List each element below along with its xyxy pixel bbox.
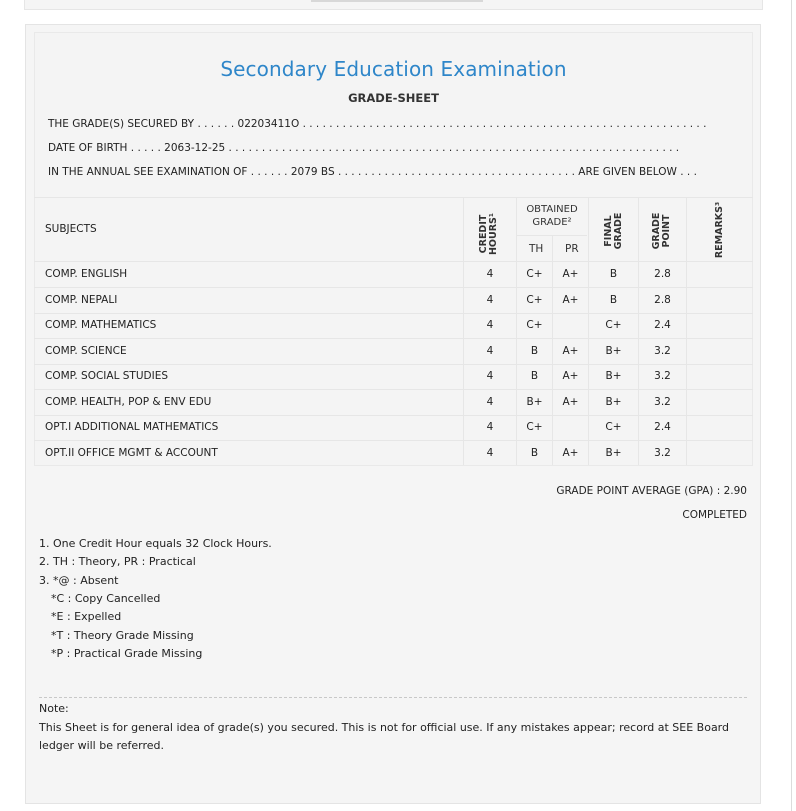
credit-hours: 4 [486, 345, 494, 357]
subject-name: OPT.II OFFICE MGMT & ACCOUNT [45, 447, 218, 459]
grade-point: 3.2 [654, 447, 671, 459]
grade-th: C+ [526, 294, 543, 306]
top-handle [311, 0, 483, 2]
table-top-rule [34, 197, 753, 198]
footnote-practical-missing: *P : Practical Grade Missing [51, 647, 203, 660]
dob-line: DATE OF BIRTH . . . . . 2063-12-25 . . . . . . . . . . . . . . . . . . . . . . . . . . . . . . . . . . . . . . . . . . . . . . . . . . . . . . . . . . . . . . . . . . . . [48, 142, 680, 154]
subject-name: OPT.I ADDITIONAL MATHEMATICS [45, 421, 219, 433]
grade-th: B+ [526, 396, 543, 408]
grade-point: 2.4 [654, 319, 671, 331]
row-rule [34, 338, 753, 339]
note-text-line-1: This Sheet is for general idea of grade(s) you secured. This is not for official use. If any mistakes appear; record at SEE Board [39, 721, 729, 734]
footnote-th-pr: 2. TH : Theory, PR : Practical [39, 555, 196, 568]
grade-point: 3.2 [654, 370, 671, 382]
grade-pr: A+ [562, 447, 579, 459]
grade-point: 2.8 [654, 268, 671, 280]
exam-suffix: ARE GIVEN BELOW . . . [578, 166, 697, 178]
grade-point: 3.2 [654, 396, 671, 408]
subject-name: COMP. SCIENCE [45, 345, 127, 357]
page-edge-line [791, 0, 792, 811]
exam-year: 2079 BS [290, 166, 335, 178]
grade-point: 2.4 [654, 421, 671, 433]
note-text-line-2: ledger will be referred. [39, 739, 165, 752]
dob-value: 2063-12-25 [164, 142, 226, 154]
footnote-copy-cancelled: *C : Copy Cancelled [51, 592, 161, 605]
col-header-final-grade: FINAL GRADE [603, 212, 624, 250]
page-title: Secondary Education Examination [220, 57, 567, 81]
row-rule [34, 415, 753, 416]
row-rule [34, 287, 753, 288]
exam-line: IN THE ANNUAL SEE EXAMINATION OF . . . . . . 2079 BS . . . . . . . . . . . . . . . . . . . . . . . . . . . . . . . . . . . . ARE GIVEN BELOW . . . [48, 166, 697, 178]
symbol-number: 02203411O [237, 118, 300, 130]
table-header-rule [34, 261, 753, 262]
footnote-theory-missing: *T : Theory Grade Missing [51, 629, 194, 642]
subject-name: COMP. MATHEMATICS [45, 319, 157, 331]
result-status: COMPLETED [682, 509, 747, 521]
credit-hours: 4 [486, 370, 494, 382]
grade-th: C+ [526, 421, 543, 433]
credit-hours: 4 [486, 396, 494, 408]
footnote-expelled: *E : Expelled [51, 610, 122, 623]
final-grade: B+ [605, 345, 622, 357]
grade-th: B [530, 345, 539, 357]
secured-by-label: THE GRADE(S) SECURED BY [48, 118, 195, 130]
col-header-obtained-grade: OBTAINED GRADE² [526, 204, 578, 228]
credit-hours: 4 [486, 421, 494, 433]
note-divider [39, 697, 747, 698]
credit-hours: 4 [486, 447, 494, 459]
col-header-credit-hours: CREDIT HOURS¹ [478, 212, 499, 256]
credit-hours: 4 [486, 268, 494, 280]
final-grade: B+ [605, 370, 622, 382]
grade-th: B [530, 370, 539, 382]
grade-pr: A+ [562, 396, 579, 408]
subject-name: COMP. SOCIAL STUDIES [45, 370, 169, 382]
grade-pr: A+ [562, 294, 579, 306]
subject-name: COMP. HEALTH, POP & ENV EDU [45, 396, 212, 408]
col-header-grade-point: GRADE POINT [651, 212, 672, 250]
grade-th: B [530, 447, 539, 459]
grade-pr: A+ [562, 268, 579, 280]
row-rule [34, 440, 753, 441]
col-header-pr: PR [565, 243, 579, 255]
secured-by-line: THE GRADE(S) SECURED BY . . . . . . 02203411O . . . . . . . . . . . . . . . . . . . . . . . . . . . . . . . . . . . . . . . . . . . . . . . . . . . . . . . . . . . . . [48, 118, 707, 130]
grade-point: 3.2 [654, 345, 671, 357]
row-rule [34, 313, 753, 314]
final-grade: B+ [605, 396, 622, 408]
subject-name: COMP. NEPALI [45, 294, 118, 306]
final-grade: C+ [605, 319, 622, 331]
col-header-th: TH [529, 243, 544, 255]
col-divider [686, 197, 687, 465]
note-label: Note: [39, 702, 69, 715]
subject-name: COMP. ENGLISH [45, 268, 128, 280]
grade-pr: A+ [562, 345, 579, 357]
grade-th: C+ [526, 268, 543, 280]
exam-label: IN THE ANNUAL SEE EXAMINATION OF [48, 166, 248, 178]
grade-point: 2.8 [654, 294, 671, 306]
col-header-remarks: REMARKS³ [714, 201, 725, 259]
footnote-credit-hour: 1. One Credit Hour equals 32 Clock Hours. [39, 537, 272, 550]
credit-hours: 4 [486, 319, 494, 331]
final-grade: B [609, 294, 618, 306]
footnote-absent: 3. *@ : Absent [39, 574, 119, 587]
col-header-subjects: SUBJECTS [45, 223, 97, 235]
dob-label: DATE OF BIRTH [48, 142, 128, 154]
final-grade: B+ [605, 447, 622, 459]
final-grade: B [609, 268, 618, 280]
grade-pr: A+ [562, 370, 579, 382]
page-subtitle: GRADE-SHEET [348, 91, 439, 105]
final-grade: C+ [605, 421, 622, 433]
credit-hours: 4 [486, 294, 494, 306]
grade-th: C+ [526, 319, 543, 331]
row-rule [34, 364, 753, 365]
gpa-summary: GRADE POINT AVERAGE (GPA) : 2.90 [556, 485, 747, 497]
row-rule [34, 389, 753, 390]
